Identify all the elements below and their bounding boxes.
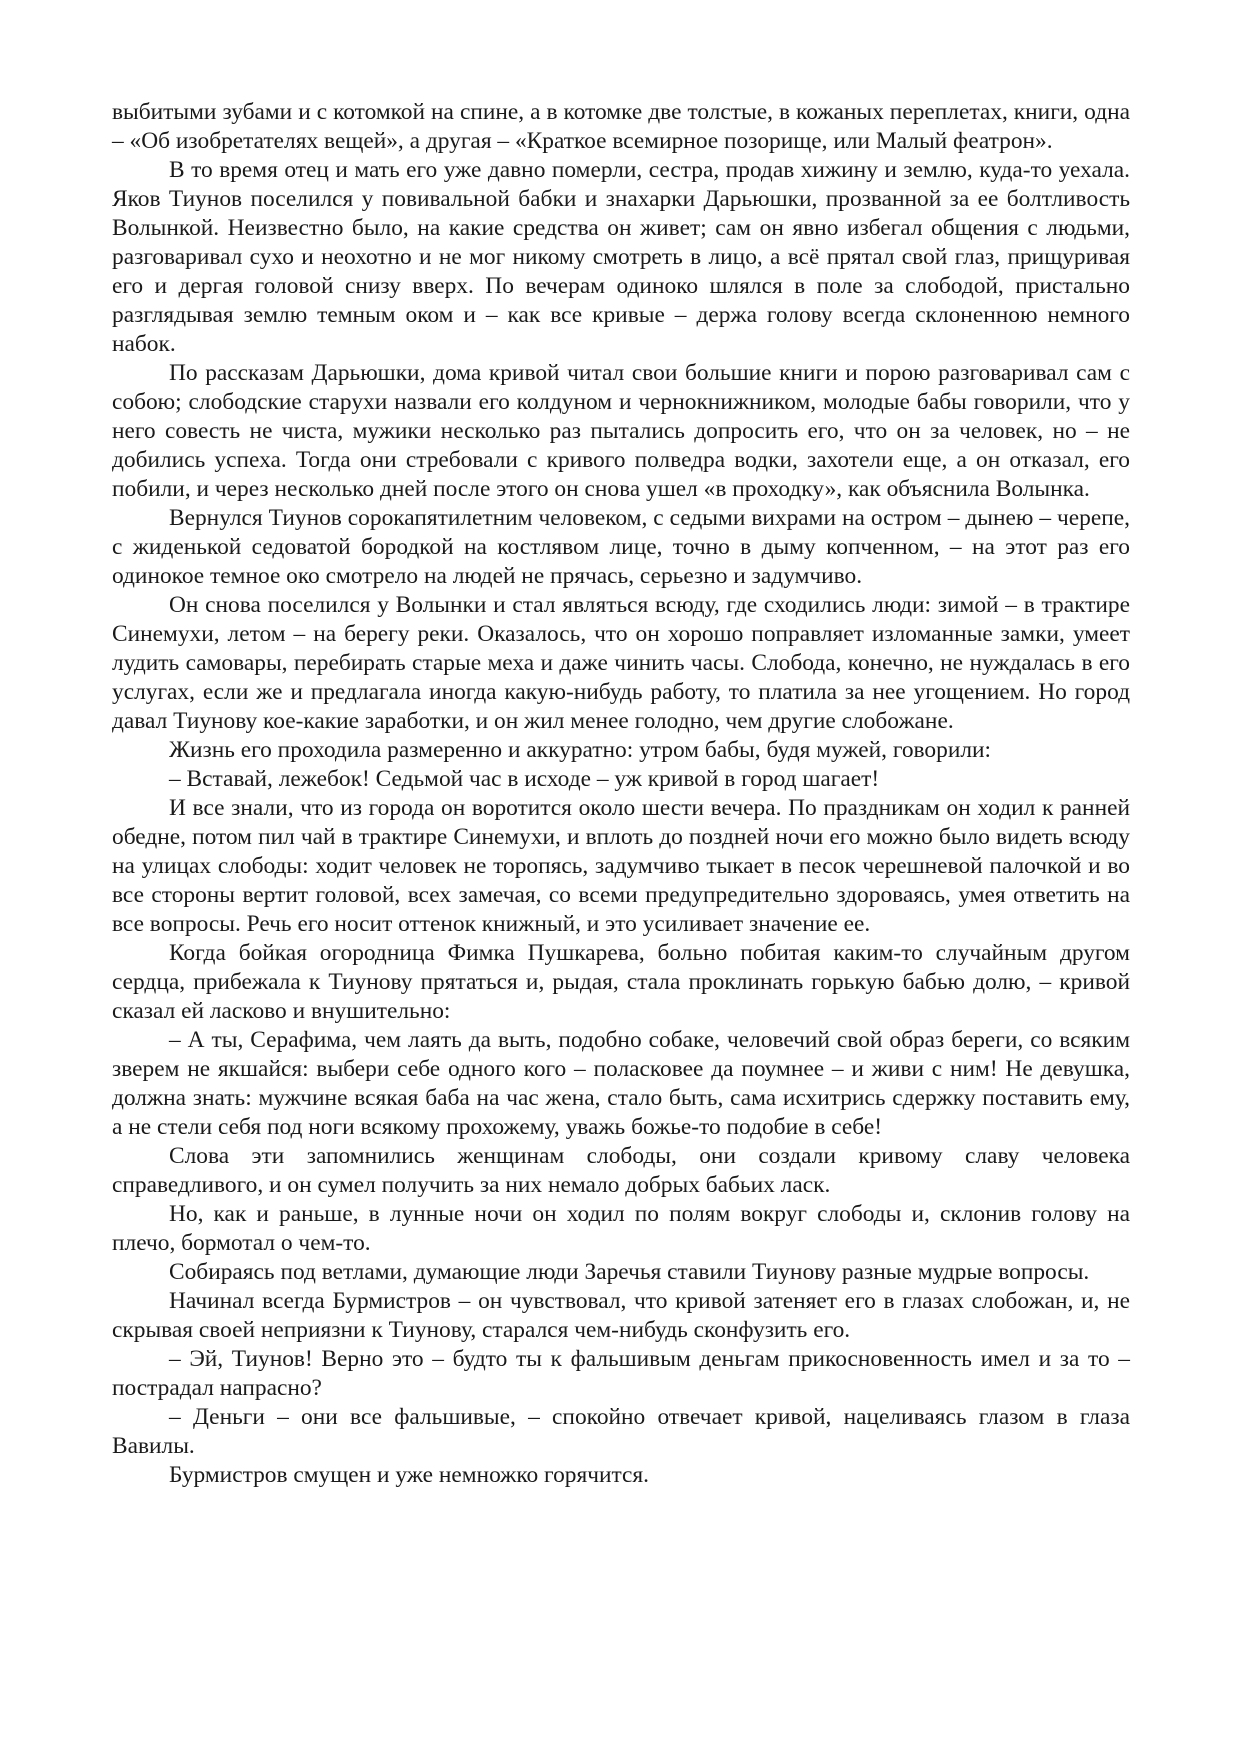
paragraph: Жизнь его проходила размеренно и аккуратно: утром бабы, будя мужей, говорили:: [169, 737, 992, 763]
paragraph: По рассказам Дарьюшки, дома кривой читал свои большие книги и порою разговаривал сам с собою; слободские старухи назвали его колдуном и чернокнижником, молодые бабы говорили, что у него совесть не чиста, мужики несколько раз пытались допросить его, что он за человек, но – не добились успеха. Тогда они стребовали с кривого полведра водки, захотели еще, а он отказал, его побили, и через несколько дней после этого он снова ушел «в проходку», как объяснила Волынка.: [112, 360, 1130, 502]
paragraph: Собираясь под ветлами, думающие люди Заречья ставили Тиунову разные мудрые вопросы.: [169, 1259, 1090, 1285]
paragraph: – А ты, Серафима, чем лаять да выть, подобно собаке, человечий свой образ береги, со всяким зверем не якшайся: выбери себе одного кого – поласковее да поумнее – и живи с ним! Не девушка, должна знать: мужчине всякая баба на час жена, стало быть, сама исхитрись сдержку поставить ему, а не стели себя под ноги всякому прохожему, уважь божье-то подобие в себе!: [112, 1027, 1130, 1140]
paragraph: И все знали, что из города он воротится около шести вечера. По праздникам он ходил к ранней обедне, потом пил чай в трактире Синемухи, и вплоть до поздней ночи его можно было видеть всюду на улицах слободы: ходит человек не торопясь, задумчиво тыкает в песок черешневой палочкой и во все стороны вертит головой, всех замечая, со всеми предупредительно здороваясь, умея ответить на все вопросы. Речь его носит оттенок книжный, и это усиливает значение ее.: [112, 795, 1130, 937]
paragraph: – Эй, Тиунов! Верно это – будто ты к фальшивым деньгам прикосновенность имел и за то – пострадал напрасно?: [112, 1346, 1130, 1401]
paragraph: Слова эти запомнились женщинам слободы, они создали кривому славу человека справедливого, и он сумел получить за них немало добрых бабьих ласк.: [112, 1143, 1130, 1198]
paragraph: Но, как и раньше, в лунные ночи он ходил по полям вокруг слободы и, склонив голову на плечо, бормотал о чем-то.: [112, 1201, 1130, 1256]
paragraph: В то время отец и мать его уже давно померли, сестра, продав хижину и землю, куда-то уехала. Яков Тиунов поселился у повивальной бабки и знахарки Дарьюшки, прозванной за ее болтливость Волынкой. Неизвестно было, на какие средства он живет; сам он явно избегал общения с людьми, разговаривал сухо и неохотно и не мог никому смотреть в лицо, а всё прятал свой глаз, прищуривая его и дергая головой снизу вверх. По вечерам одиноко шлялся в поле за слободой, пристально разглядывая землю темным оком и – как все кривые – держа голову всегда склоненною немного набок.: [112, 157, 1130, 357]
paragraph: Вернулся Тиунов сорокапятилетним человеком, с седыми вихрами на остром – дынею – черепе, с жиденькой седоватой бородкой на костлявом лице, точно в дыму копченном, – на этот раз его одинокое темное око смотрело на людей не прячась, серьезно и задумчиво.: [112, 505, 1130, 589]
paragraph: – Вставай, лежебок! Седьмой час в исходе – уж кривой в город шагает!: [169, 766, 880, 792]
paragraph: выбитыми зубами и с котомкой на спине, а в котомке две толстые, в кожаных переплетах, книги, одна – «Об изобретателях вещей», а другая – «Краткое всемирное позорище, или Малый феатрон».: [112, 99, 1130, 154]
document-page: [112, 98, 1130, 1490]
paragraph: Когда бойкая огородница Фимка Пушкарева, больно побитая каким-то случайным другом сердца, прибежала к Тиунову прятаться и, рыдая, стала проклинать горькую бабью долю, – кривой сказал ей ласково и внушительно:: [112, 940, 1130, 1024]
paragraph: – Деньги – они все фальшивые, – спокойно отвечает кривой, нацеливаясь глазом в глаза Вавилы.: [112, 1404, 1130, 1459]
paragraph: Начинал всегда Бурмистров – он чувствовал, что кривой затеняет его в глазах слобожан, и, не скрывая своей неприязни к Тиунову, старался чем-нибудь сконфузить его.: [112, 1288, 1130, 1343]
paragraph: Он снова поселился у Волынки и стал являться всюду, где сходились люди: зимой – в трактире Синемухи, летом – на берегу реки. Оказалось, что он хорошо поправляет изломанные замки, умеет лудить самовары, перебирать старые меха и даже чинить часы. Слобода, конечно, не нуждалась в его услугах, если же и предлагала иногда какую-нибудь работу, то платила за нее угощением. Но город давал Тиунову кое-какие заработки, и он жил менее голодно, чем другие слобожане.: [112, 592, 1130, 734]
paragraph: Бурмистров смущен и уже немножко горячится.: [169, 1462, 649, 1488]
